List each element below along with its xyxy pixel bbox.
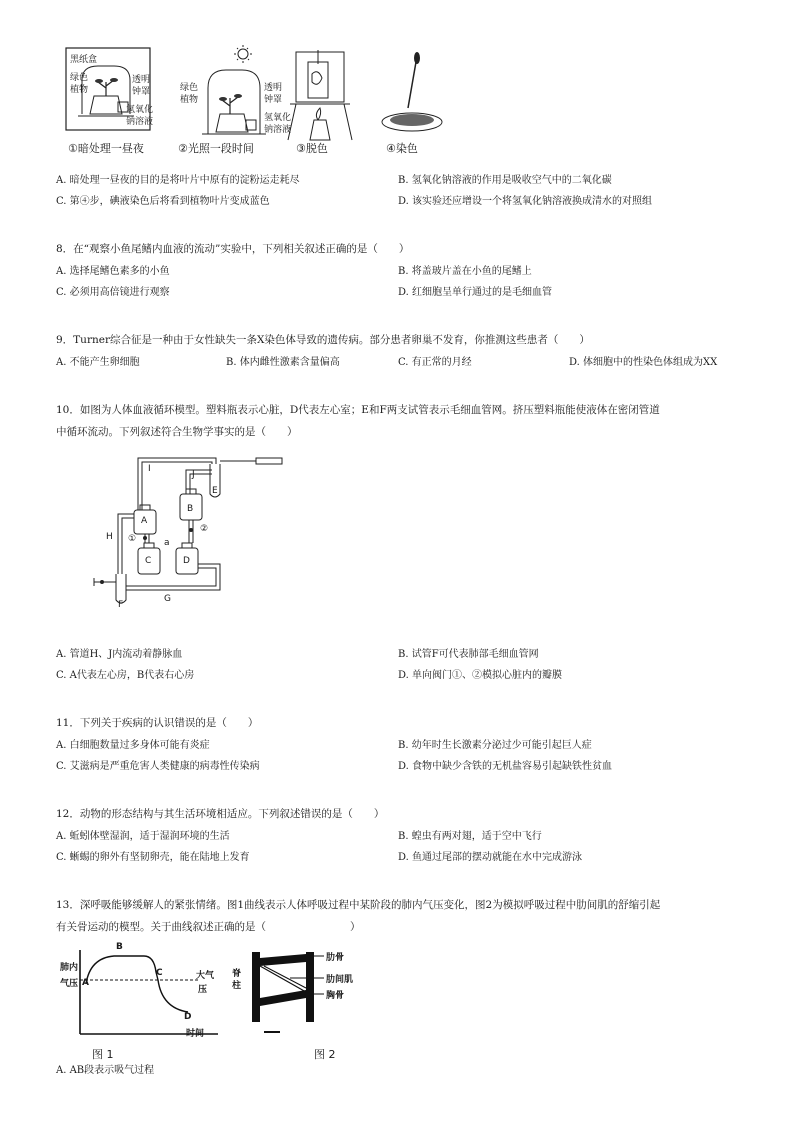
q11-option-a: A. 白细胞数量过多身体可能有炎症 (56, 740, 210, 751)
fig2-caption: 图 2 (314, 1048, 336, 1061)
caption-step-3: ③脱色 (296, 142, 328, 155)
q10-stem-line-1: 10．如图为人体血液循环模型。塑料瓶表示心脏，D代表左心室；E和F两支试管表示毛细血管网。挤压塑料瓶能使液体在密闭管道 (56, 404, 660, 416)
experiment-figure (60, 44, 480, 156)
fig10-label-d: D (183, 556, 190, 566)
fig2-left-1: 脊 (232, 969, 242, 979)
q10-option-d: D. 单向阀门①、②模拟心脏内的瓣膜 (398, 670, 563, 681)
q13-stem-line-1: 13．深呼吸能够缓解人的紧张情绪。图1曲线表示人体呼吸过程中某阶段的肺内气压变化，图2为模拟呼吸过程中肋间肌的舒缩引起 (56, 899, 661, 911)
label-naoh-1b: 氢氧化 (264, 113, 292, 123)
caption-step-1: ①暗处理一昼夜 (68, 142, 144, 155)
q9-option-d: D. 体细胞中的性染色体组成为XX (569, 357, 718, 368)
label-bell-1b: 透明 (264, 83, 283, 93)
q7-option-c: C. 第④步，碘液染色后将看到植物叶片变成蓝色 (56, 196, 270, 207)
fig1-xlabel: 时间 (186, 1029, 205, 1039)
q10-option-a: A. 管道H、J内流动着静脉血 (56, 649, 183, 660)
label-black-box: 黑纸盒 (70, 55, 98, 65)
q12-option-a: A. 蚯蚓体壁湿润，适于湿润环境的生活 (56, 831, 230, 842)
fig10-label-a: A (141, 516, 148, 526)
fig1-caption: 图 1 (92, 1048, 114, 1061)
q11-option-c: C. 艾滋病是严重危害人类健康的病毒性传染病 (56, 761, 260, 772)
fig10-label-b: B (187, 504, 194, 514)
q11-option-d: D. 食物中缺少含铁的无机盐容易引起缺铁性贫血 (398, 761, 613, 772)
fig10-label-e: E (212, 486, 218, 496)
q8-option-d: D. 红细胞呈单行通过的是毛细血管 (398, 287, 553, 298)
fig10-label-small-a: a (164, 538, 170, 548)
label-bell-1: 透明 (132, 75, 151, 85)
q13-option-a: A. AB段表示吸气过程 (56, 1065, 155, 1076)
q11-option-b: B. 幼年时生长激素分泌过少可能引起巨人症 (398, 740, 592, 751)
q9-option-c: C. 有正常的月经 (398, 357, 472, 368)
q12-stem: 12．动物的形态结构与其生活环境相适应。下列叙述错误的是（ ） (56, 808, 385, 820)
label-green-plant-1b: 绿色 (180, 83, 199, 93)
caption-step-4: ④染色 (386, 142, 418, 155)
label-naoh-2: 钠溶液 (126, 117, 154, 127)
q12-option-d: D. 鱼通过尾部的摆动就能在水中完成游泳 (398, 852, 583, 863)
q7-option-d: D. 该实验还应增设一个将氢氧化钠溶液换成清水的对照组 (398, 196, 653, 207)
q8-option-c: C. 必须用高倍镜进行观察 (56, 287, 170, 298)
fig1-ref-1: 大气 (196, 971, 215, 981)
fig1-point-a: A (82, 978, 89, 988)
label-green-plant-2b: 植物 (180, 95, 199, 105)
fig10-label-j: J (192, 470, 195, 480)
q13-stem-line-2: 有关骨运动的模型。关于曲线叙述正确的是（ ） (56, 921, 361, 933)
fig10-label-c: C (145, 556, 152, 566)
label-bell-2b: 钟罩 (264, 95, 283, 105)
fig1-pressure-curve (58, 942, 228, 1062)
label-bell-2: 钟罩 (132, 87, 151, 97)
q9-option-b: B. 体内雌性激素含量偏高 (226, 357, 340, 368)
label-naoh-2b: 钠溶液 (264, 125, 292, 135)
q10-option-b: B. 试管F可代表肺部毛细血管网 (398, 649, 539, 660)
q7-option-a: A. 暗处理一昼夜的目的是将叶片中原有的淀粉运走耗尽 (56, 175, 300, 186)
q12-option-c: C. 蜥蜴的卵外有坚韧卵壳，能在陆地上发育 (56, 852, 250, 863)
q8-option-b: B. 将盖玻片盖在小鱼的尾鳍上 (398, 266, 532, 277)
fig10-label-g: G (164, 594, 171, 604)
fig1-ylabel-1: 肺内 (60, 963, 79, 973)
fig2-left-2: 柱 (232, 981, 242, 991)
label-green-plant-1: 绿色 (70, 73, 89, 83)
fig10-label-valve-2: ② (200, 524, 209, 534)
fig10-label-f: F (118, 600, 124, 610)
fig2-sternum-label: 胸骨 (326, 991, 345, 1001)
fig2-rib-label: 肋骨 (326, 953, 345, 963)
circulation-model-figure (88, 450, 298, 620)
label-naoh-1: 氢氧化 (126, 105, 154, 115)
q8-stem: 8．在“观察小鱼尾鳍内血液的流动”实验中，下列相关叙述正确的是（ ） (56, 243, 410, 255)
q8-option-a: A. 选择尾鳍色素多的小鱼 (56, 266, 170, 277)
q10-stem-line-2: 中循环流动。下列叙述符合生物学事实的是（ ） (56, 426, 298, 438)
fig1-point-d: D (184, 1012, 192, 1022)
fig10-label-i: I (148, 464, 151, 474)
fig10-label-valve-1: ① (128, 534, 137, 544)
fig2-rib-svg (250, 942, 390, 1042)
caption-step-2: ②光照一段时间 (178, 142, 254, 155)
q9-stem: 9．Turner综合征是一种由于女性缺失一条X染色体导致的遗传病。部分患者卵巢不发育，你推测这些患者（ ） (56, 334, 590, 346)
q12-option-b: B. 蝗虫有两对翅，适于空中飞行 (398, 831, 542, 842)
fig2-rib-model (232, 942, 390, 1062)
fig1-point-b: B (116, 942, 123, 952)
q10-option-c: C. A代表左心房，B代表右心房 (56, 670, 195, 681)
fig2-muscle-label: 肋间肌 (326, 975, 354, 985)
label-green-plant-2: 植物 (70, 85, 89, 95)
q9-option-a: A. 不能产生卵细胞 (56, 357, 140, 368)
fig1-ylabel-2: 气压 (60, 979, 79, 989)
fig1-point-c: C (156, 968, 163, 978)
q11-stem: 11．下列关于疾病的认识错误的是（ ） (56, 717, 259, 729)
q7-option-b: B. 氢氧化钠溶液的作用是吸收空气中的二氧化碳 (398, 175, 612, 186)
fig10-label-h: H (106, 532, 113, 542)
fig1-ref-2: 压 (198, 985, 208, 995)
